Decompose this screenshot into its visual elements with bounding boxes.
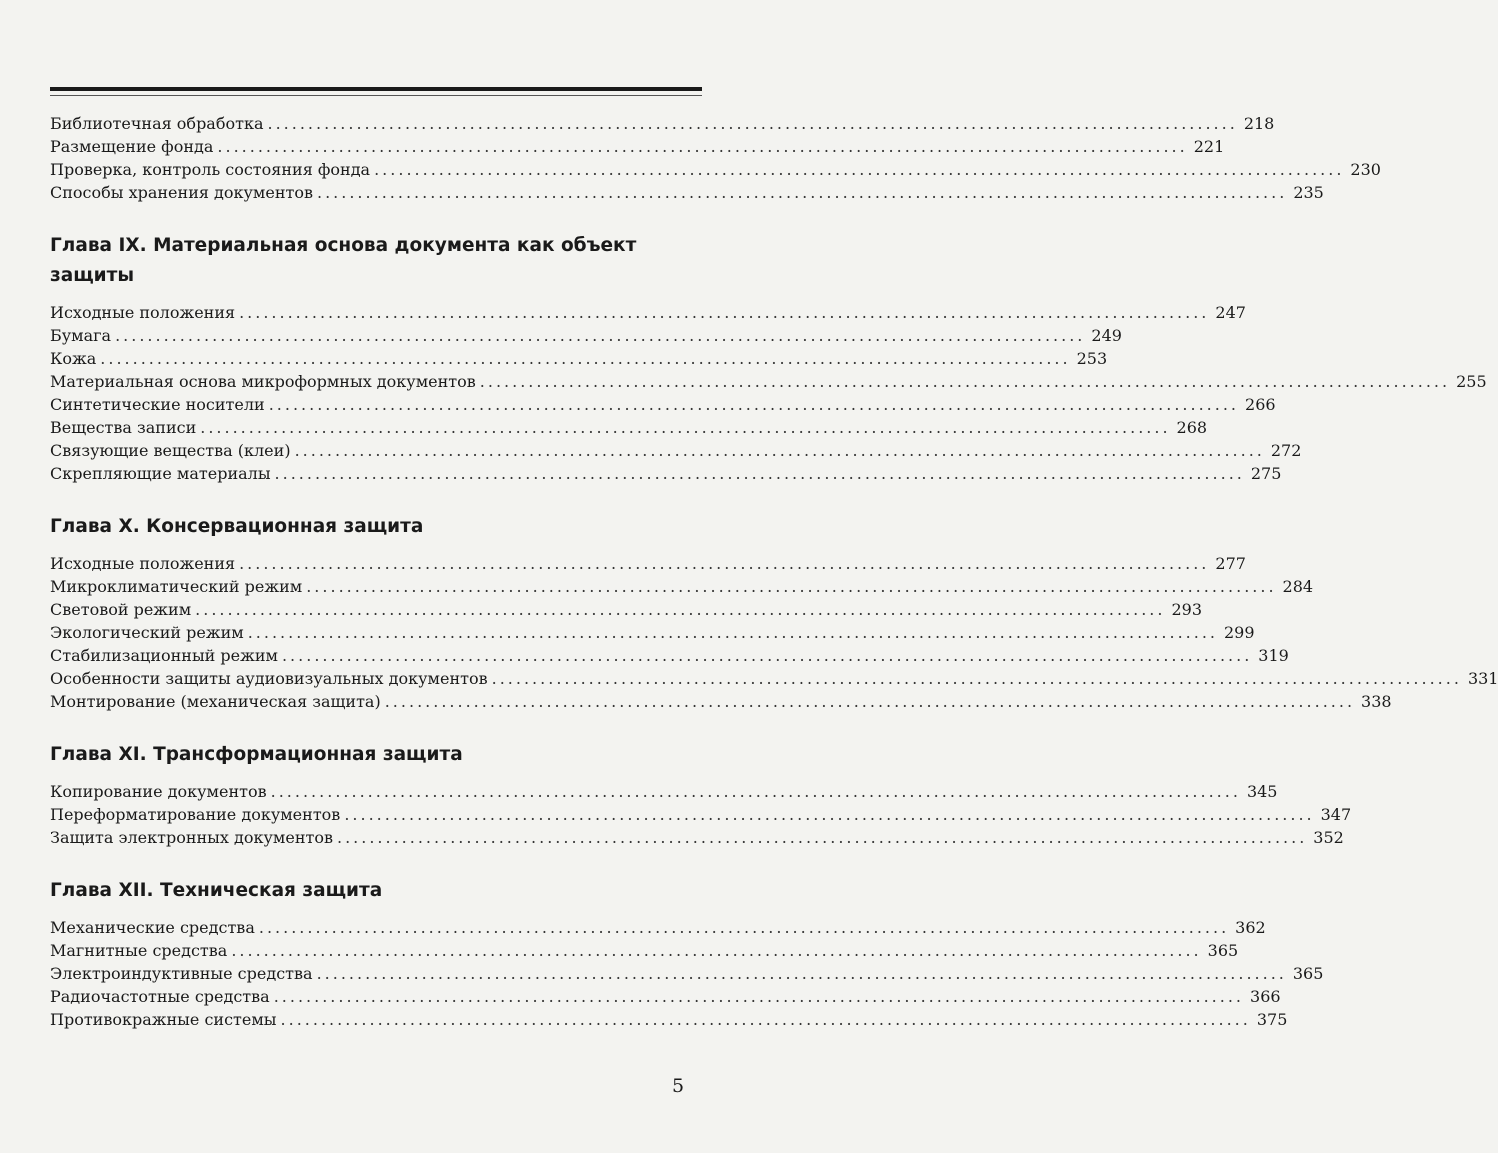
table-of-contents (50, 112, 1498, 1031)
entry-list (50, 112, 1381, 204)
chapter-10 (50, 512, 1498, 713)
toc-entry (50, 324, 1122, 347)
entry-page: 345 (1246, 782, 1278, 801)
entry-page: 366 (1250, 987, 1281, 1006)
entry-page: 375 (1256, 1010, 1288, 1029)
toc-entry (50, 552, 1246, 575)
dot-leader: ........................................................................................................................ (247, 623, 1218, 642)
chapter-9 (50, 231, 1487, 485)
entry-title: Монтирование (механическая защита) (50, 692, 381, 711)
entry-title: Переформатирование документов (50, 805, 341, 824)
entry-page: 268 (1176, 418, 1208, 437)
entry-title: Материальная основа микроформных документов (50, 372, 476, 391)
entry-title: Проверка, контроль состояния фонда (50, 160, 371, 179)
chapter-title: Глава XI. Трансформационная защита (50, 744, 463, 765)
chapter-title: Глава XII. Техническая защита (50, 880, 383, 901)
toc-entry (50, 803, 1352, 826)
toc-entry (50, 416, 1208, 439)
entry-list (50, 301, 1487, 485)
entry-list (50, 552, 1498, 713)
entry-title: Копирование документов (50, 782, 267, 801)
chapter-continued (50, 112, 1381, 204)
entry-page: 275 (1250, 464, 1282, 483)
dot-leader: ........................................................................................................................ (491, 669, 1462, 688)
entry-title: Световой режим (50, 600, 192, 619)
entry-page: 249 (1091, 326, 1122, 345)
dot-leader: ........................................................................................................................ (195, 600, 1166, 619)
entry-page: 230 (1350, 160, 1381, 179)
entry-page: 299 (1224, 623, 1255, 642)
dot-leader: ........................................................................................................................ (306, 577, 1277, 596)
dot-leader: ........................................................................................................................ (270, 782, 1241, 801)
entry-page: 221 (1193, 137, 1225, 156)
entry-title: Библиотечная обработка (50, 114, 264, 133)
chapter-11 (50, 740, 1352, 849)
dot-leader: ........................................................................................................................ (479, 372, 1451, 391)
entry-title: Магнитные средства (50, 941, 228, 960)
toc-entry (50, 462, 1282, 485)
entry-page: 352 (1313, 828, 1344, 847)
entry-title: Особенности защиты аудиовизуальных документов (50, 669, 488, 688)
entry-page: 365 (1292, 964, 1324, 983)
toc-entry (50, 598, 1202, 621)
dot-leader: ........................................................................................................................ (316, 964, 1287, 983)
entry-page: 235 (1293, 183, 1324, 202)
entry-title: Радиочастотные средства (50, 987, 270, 1006)
toc-entry (50, 112, 1275, 135)
dot-leader: ........................................................................................................................ (239, 554, 1210, 573)
entry-title: Исходные положения (50, 303, 236, 322)
toc-entry (50, 1008, 1288, 1031)
dot-leader: ........................................................................................................................ (100, 349, 1071, 368)
toc-entry (50, 301, 1246, 324)
entry-page: 218 (1243, 114, 1275, 133)
dot-leader: ........................................................................................................................ (344, 805, 1315, 824)
entry-page: 331 (1467, 669, 1498, 688)
entry-title: Бумага (50, 326, 112, 345)
dot-leader: ........................................................................................................................ (336, 828, 1308, 847)
entry-title: Кожа (50, 349, 97, 368)
entry-page: 255 (1456, 372, 1487, 391)
dot-leader: ........................................................................................................................ (274, 464, 1245, 483)
toc-entry (50, 962, 1324, 985)
toc-entry (50, 370, 1487, 393)
toc-entry (50, 181, 1324, 204)
toc-entry (50, 916, 1266, 939)
dot-leader: ........................................................................................................................ (115, 326, 1086, 345)
entry-title: Вещества записи (50, 418, 197, 437)
dot-leader: ........................................................................................................................ (231, 941, 1202, 960)
dot-leader: ........................................................................................................................ (317, 183, 1288, 202)
toc-entry (50, 393, 1276, 416)
toc-entry (50, 826, 1344, 849)
toc-entry (50, 575, 1314, 598)
chapter-title: Глава IX. Материальная основа документа как объект защиты (50, 235, 637, 286)
dot-leader: ........................................................................................................................ (281, 646, 1253, 665)
toc-entry (50, 347, 1108, 370)
entry-page: 253 (1076, 349, 1108, 368)
dot-leader: ........................................................................................................................ (268, 395, 1240, 414)
toc-entry (50, 690, 1392, 713)
dot-leader: ........................................................................................................................ (294, 441, 1265, 460)
entry-page: 247 (1215, 303, 1246, 322)
entry-title: Способы хранения документов (50, 183, 313, 202)
entry-title: Размещение фонда (50, 137, 214, 156)
toc-entry (50, 985, 1281, 1008)
entry-page: 293 (1171, 600, 1202, 619)
entry-title: Электроиндуктивные средства (50, 964, 313, 983)
entry-page: 365 (1207, 941, 1239, 960)
dot-leader: ........................................................................................................................ (258, 918, 1230, 937)
entry-page: 272 (1270, 441, 1302, 460)
toc-entry (50, 135, 1225, 158)
entry-title: Скрепляющие материалы (50, 464, 271, 483)
toc-entry (50, 780, 1278, 803)
dot-leader: ........................................................................................................................ (280, 1010, 1251, 1029)
chapter-title: Глава X. Консервационная защита (50, 516, 424, 537)
entry-title: Противокражные системы (50, 1010, 277, 1029)
toc-entry (50, 644, 1289, 667)
entry-title: Исходные положения (50, 554, 236, 573)
dot-leader: ........................................................................................................................ (217, 137, 1188, 156)
entry-list (50, 916, 1324, 1031)
entry-title: Экологический режим (50, 623, 244, 642)
dot-leader: ........................................................................................................................ (239, 303, 1210, 322)
entry-list (50, 780, 1352, 849)
entry-page: 319 (1258, 646, 1289, 665)
entry-title: Защита электронных документов (50, 828, 333, 847)
entry-page: 338 (1361, 692, 1392, 711)
chapter-12 (50, 876, 1324, 1031)
entry-title: Микроклиматический режим (50, 577, 303, 596)
entry-title: Синтетические носители (50, 395, 265, 414)
top-rule-thin (50, 95, 702, 96)
entry-title: Стабилизационный режим (50, 646, 278, 665)
toc-entry (50, 439, 1302, 462)
entry-title: Механические средства (50, 918, 255, 937)
toc-entry (50, 158, 1381, 181)
dot-leader: ........................................................................................................................ (267, 114, 1238, 133)
entry-page: 277 (1215, 554, 1246, 573)
entry-page: 284 (1282, 577, 1314, 596)
toc-entry (50, 667, 1498, 690)
page-number: 5 (672, 1075, 685, 1097)
dot-leader: ........................................................................................................................ (200, 418, 1171, 437)
entry-page: 362 (1235, 918, 1266, 937)
entry-page: 266 (1245, 395, 1276, 414)
dot-leader: ........................................................................................................................ (273, 987, 1245, 1006)
top-rule (50, 87, 702, 91)
dot-leader: ........................................................................................................................ (384, 692, 1356, 711)
entry-page: 347 (1320, 805, 1352, 824)
toc-entry (50, 939, 1239, 962)
entry-title: Связующие вещества (клеи) (50, 441, 291, 460)
dot-leader: ........................................................................................................................ (374, 160, 1345, 179)
toc-entry (50, 621, 1255, 644)
